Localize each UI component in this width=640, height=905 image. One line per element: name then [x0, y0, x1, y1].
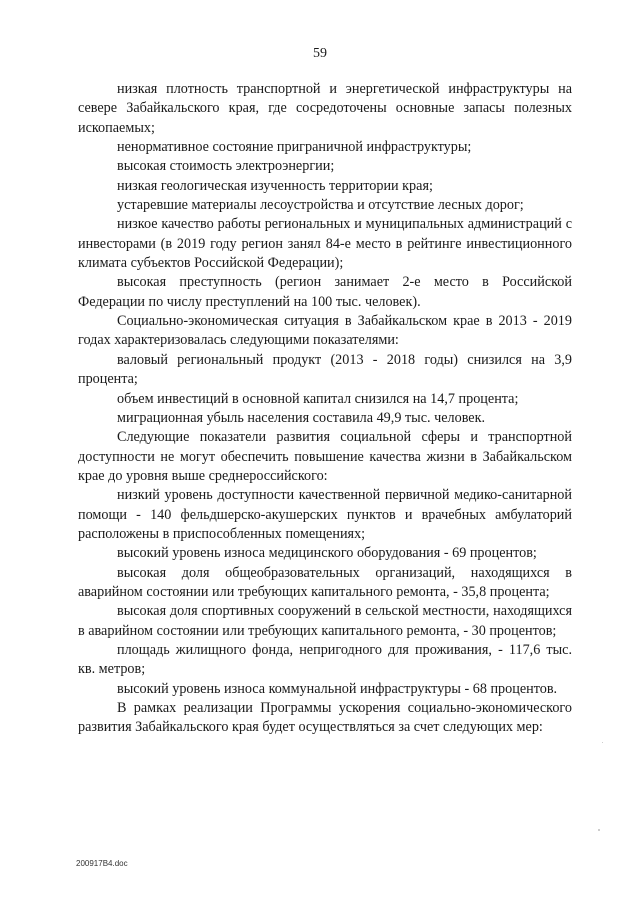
paragraph-11: миграционная убыль населения составила 49,9 тыс. человек.	[117, 409, 486, 426]
footer-filename: 200917B4.doc	[76, 859, 128, 868]
paragraph-9: валовый региональный продукт (2013 - 2018 годы) снизился на 3,9 процента;	[78, 351, 572, 388]
scan-speck	[602, 742, 603, 743]
paragraph-5: устаревшие материалы лесоустройства и отсутствие лесных дорог;	[117, 197, 524, 214]
paragraph-6: низкое качество работы региональных и муниципальных администраций с инвесторами (в 2019 году регион занял 84-е место в рейтинге инвестиционного климата субъектов Российской Федерации);	[78, 216, 572, 272]
paragraph-10: объем инвестиций в основной капитал снизился на 14,7 процента;	[117, 390, 519, 407]
scan-speck	[598, 829, 600, 831]
paragraph-19: В рамках реализации Программы ускорения социально-экономического развития Забайкальского края будет осуществляться за счет следующих мер:	[78, 700, 572, 736]
paragraph-13: низкий уровень доступности качественной первичной медико-санитарной помощи - 140 фельдшерско-акушерских пунктов и врачебных амбулаторий расположены в приспособленных помещениях;	[78, 487, 572, 542]
paragraph-14: высокий уровень износа медицинского оборудования - 69 процентов;	[117, 545, 537, 562]
paragraph-3: высокая стоимость электроэнергии;	[117, 158, 335, 175]
paragraph-1: низкая плотность транспортной и энергетической инфраструктуры на севере Забайкальского края, где сосредоточены основные запасы полезных ископаемых;	[78, 81, 572, 136]
paragraph-18: высокий уровень износа коммунальной инфраструктуры - 68 процентов.	[117, 680, 558, 697]
paragraph-8: Социально-экономическая ситуация в Забайкальском крае в 2013 - 2019 годах характеризовалась следующими показателями:	[78, 313, 572, 349]
body-text	[78, 80, 572, 738]
paragraph-4: низкая геологическая изученность территории края;	[117, 177, 433, 194]
paragraph-2: ненормативное состояние приграничной инфраструктуры;	[117, 139, 472, 156]
paragraph-15: высокая доля общеобразовательных организаций, находящихся в аварийном состоянии или требующих капитального ремонта, - 35,8 процента;	[78, 564, 572, 600]
page-number: 59	[313, 46, 327, 61]
paragraph-17: площадь жилищного фонда, непригодного для проживания, - 117,6 тыс. кв. метров;	[78, 641, 572, 678]
paragraph-16: высокая доля спортивных сооружений в сельской местности, находящихся в аварийном состоянии или требующих капитального ремонта, - 30 процентов;	[78, 603, 572, 639]
paragraph-12: Следующие показатели развития социальной сферы и транспортной доступности не могут обеспечить повышение качества жизни в Забайкальском крае до уровня выше среднероссийского:	[78, 429, 572, 484]
paragraph-7: высокая преступность (регион занимает 2-е место в Российской Федерации по числу преступлений на 100 тыс. человек).	[78, 274, 572, 310]
